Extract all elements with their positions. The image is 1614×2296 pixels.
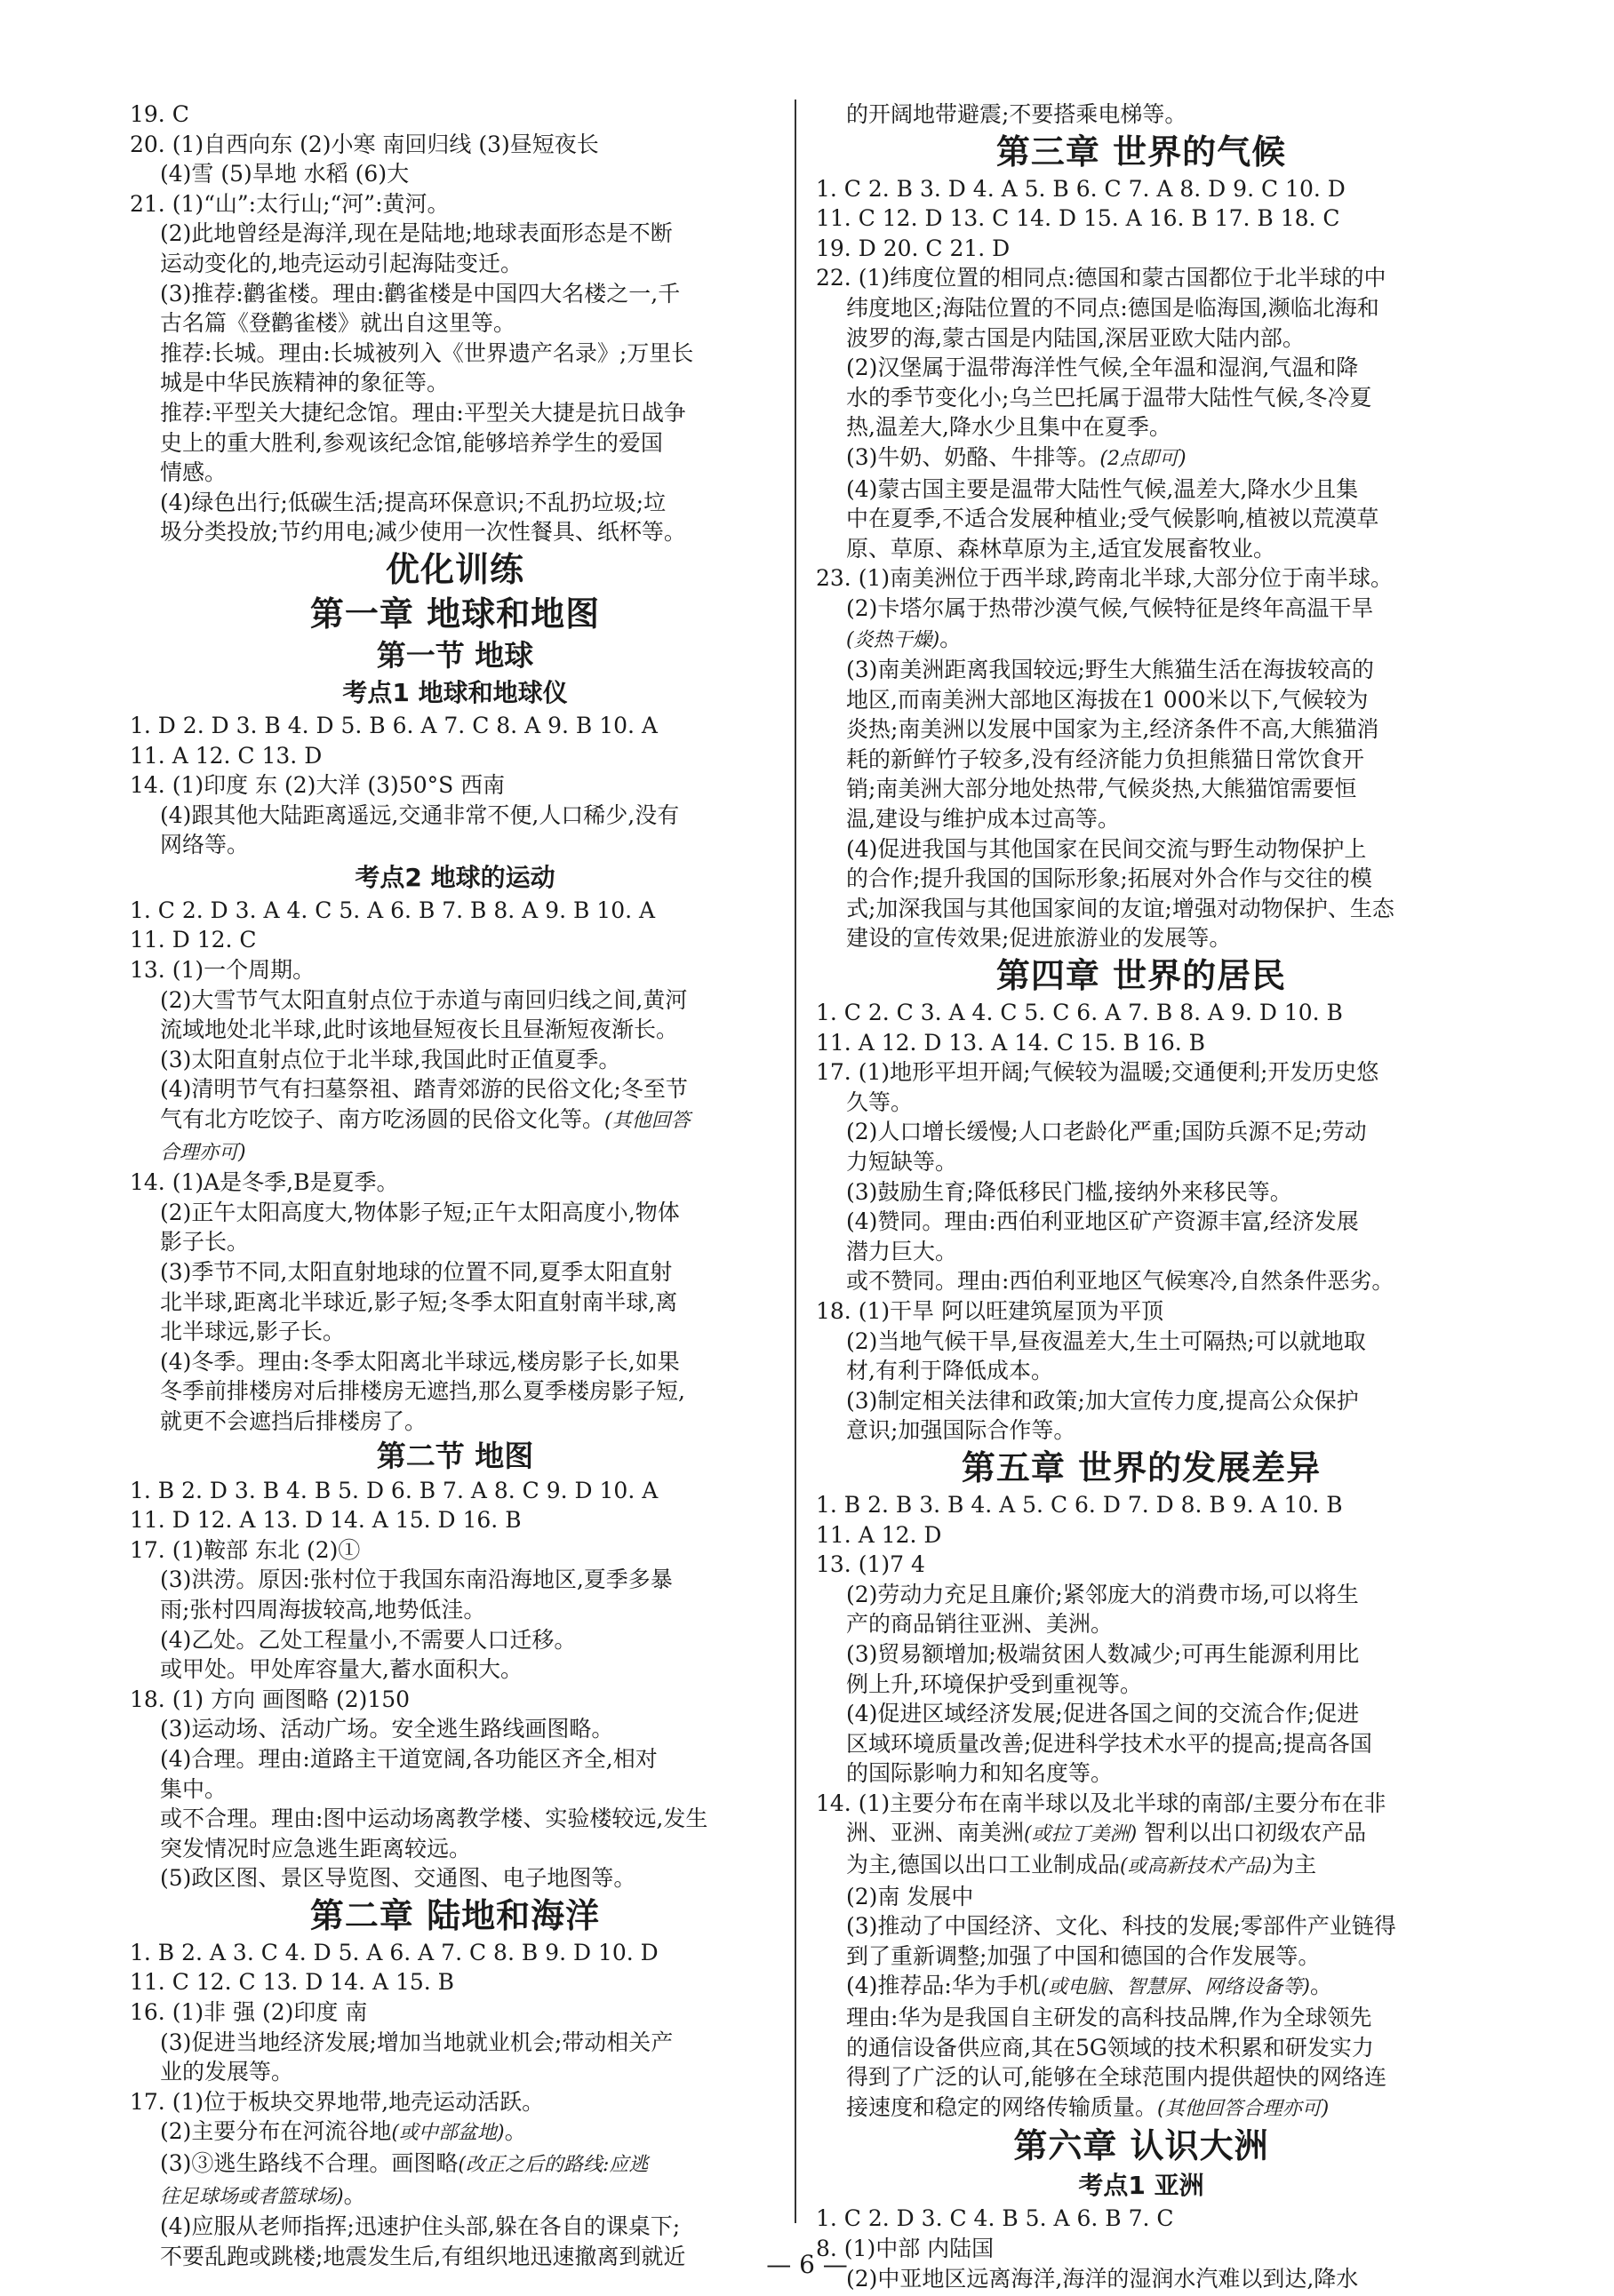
answer-line-continued: [816, 1117, 1466, 1147]
answer-line-continued: [816, 1356, 1466, 1386]
answer-line: [130, 955, 780, 985]
answer-text: 1. B 2. B 3. B 4. A 5. C 6. D 7. D 8. B 9. A 10. B: [816, 1491, 1343, 1518]
answer-line-continued: [130, 279, 780, 309]
answer-line-continued: [130, 2057, 780, 2087]
answer-text: 气有北方吃饺子、南方吃汤圆的民俗文化等。: [160, 1106, 605, 1133]
section-heading: 第二章 陆地和海洋: [309, 1895, 601, 1935]
answer-text: 11. C 12. C 13. D 14. A 15. B: [130, 1969, 455, 1996]
section-heading: 优化训练: [385, 549, 524, 589]
answer-text: 11. C 12. D 13. C 14. D 15. A 16. B 17. B 18. C: [816, 205, 1340, 232]
answer-text: 11. A 12. D: [816, 1521, 942, 1548]
section-heading: 第六章 认识大洲: [1013, 2126, 1269, 2166]
answer-line-continued: [816, 412, 1466, 442]
answer-line-continued: [816, 2033, 1466, 2063]
answer-text: 13. (1)7 4: [816, 1551, 925, 1578]
answer-note: (2点即可): [1099, 447, 1187, 470]
answer-line-continued: [816, 655, 1466, 685]
answer-line: [130, 1938, 780, 1968]
answer-line-continued: [816, 1580, 1466, 1610]
answer-line-continued: [130, 1654, 780, 1685]
answer-text: (2)中亚地区远离海洋,海洋的湿润水汽难以到达,降水: [846, 2265, 1359, 2292]
answer-line-continued: [130, 2028, 780, 2058]
answer-line-continued: [130, 1744, 780, 1774]
answer-line-continued: [816, 2003, 1466, 2033]
answer-text: 或不赞同。理由:西伯利亚地区气候寒冷,自然条件恶劣。: [846, 1268, 1394, 1295]
answer-text: 23. (1)南美洲位于西半球,跨南北半球,大部分位于南半球。: [816, 565, 1394, 592]
answer-text: 17. (1)鞍部 东北 (2)①: [130, 1536, 361, 1563]
answer-line-continued: [816, 383, 1466, 413]
answer-text: 11. A 12. C 13. D: [130, 742, 323, 769]
answer-line-continued: [130, 1774, 780, 1805]
answer-text: 地区,而南美洲大部地区海拔在1 000米以下,气候较为: [846, 686, 1369, 713]
answer-line-continued: [816, 1386, 1466, 1416]
answer-line-continued: [130, 1804, 780, 1834]
answer-text: (3)制定相关法律和政策;加大宣传力度,提高公众保护: [846, 1387, 1359, 1414]
answer-text: 流域地处北半球,此时该地昼短夜长且昼渐短夜渐长。: [160, 1016, 678, 1043]
answer-text: 情感。: [160, 459, 228, 486]
answer-text-tail: 。: [504, 2118, 527, 2145]
answer-line: [130, 925, 780, 955]
answer-text: 集中。: [160, 1775, 228, 1802]
answer-text: 18. (1)干旱 阿以旺建筑屋顶为平顶: [816, 1297, 1164, 1324]
answer-text: 17. (1)地形平坦开阔;气候较为温暖;交通便利;开发历史悠: [816, 1059, 1379, 1086]
answer-line: [816, 174, 1466, 204]
answer-text: (4)推荐品:华为手机: [846, 1973, 1041, 1999]
answer-line-continued: [130, 830, 780, 860]
answer-line-continued: [130, 219, 780, 249]
answer-text: 或甲处。甲处库容量大,蓄水面积大。: [160, 1656, 523, 1683]
answer-text: 例上升,环境保护受到重视等。: [846, 1670, 1142, 1697]
answer-text: 久等。: [846, 1088, 914, 1115]
answer-line-continued: [130, 1863, 780, 1893]
answer-line-continued: [816, 1971, 1466, 2003]
answer-text: (3)季节不同,太阳直射地球的位置不同,夏季太阳直射: [160, 1259, 673, 1285]
answer-line: [816, 1550, 1466, 1580]
answer-text: 冬季前排楼房对后排楼房无遮挡,那么夏季楼房影子短,: [160, 1378, 685, 1405]
answer-text: 的通信设备供应商,其在5G领域的技术积累和研发实力: [846, 2034, 1374, 2061]
answer-text: 材,有利于降低成本。: [846, 1358, 1053, 1384]
answer-text: (2)南 发展中: [846, 1883, 974, 1909]
answer-line-continued: [130, 1376, 780, 1407]
answer-text: 纬度地区;海陆位置的不同点:德国是临海国,濒临北海和: [846, 294, 1379, 321]
answer-text: (4)雪 (5)旱地 水稻 (6)大: [160, 161, 410, 187]
answer-text: 式;加深我国与其他国家间的友谊;增强对动物保护、生态: [846, 895, 1394, 921]
answer-text: 水的季节变化小;乌兰巴托属于温带大陆性气候,冬冷夏: [846, 384, 1372, 411]
subsection-heading: 第二节 地图: [376, 1438, 534, 1473]
answer-text: 8. (1)中部 内陆国: [816, 2236, 995, 2261]
answer-text: 影子长。: [160, 1229, 250, 1256]
answer-note: (或电脑、智慧屏、网络设备等): [1040, 1976, 1311, 1999]
answer-line-continued: [816, 1415, 1466, 1446]
answer-note: 合理亦可): [160, 1141, 246, 1164]
answer-text: 16. (1)非 强 (2)印度 南: [130, 1999, 368, 2026]
answer-line-continued: [816, 1941, 1466, 1972]
answer-line: [816, 2204, 1466, 2234]
answer-text: 1. B 2. A 3. C 4. D 5. A 6. A 7. C 8. B 9. D 10. D: [130, 1939, 659, 1965]
answer-line: [130, 2087, 780, 2117]
answer-line: [816, 563, 1466, 594]
answer-text-tail: 。: [1310, 1973, 1333, 1999]
answer-line-continued: [816, 1818, 1466, 1850]
answer-text: 推荐:平型关大捷纪念馆。理由:平型关大捷是抗日战争: [160, 399, 686, 426]
answer-text: 的国际影响力和知名度等。: [846, 1760, 1114, 1787]
answer-text: 圾分类投放;节约用电;减少使用一次性餐具、纸杯等。: [160, 519, 686, 546]
answer-line-continued: [130, 1565, 780, 1595]
answer-text: 网络等。: [160, 832, 250, 858]
answer-line: [130, 1505, 780, 1535]
answer-line-continued: [130, 339, 780, 369]
answer-line: [816, 263, 1466, 293]
answer-text: (2)大雪节气太阳直射点位于赤道与南回归线之间,黄河: [160, 986, 688, 1013]
answer-line-continued: [816, 1850, 1466, 1882]
answer-line: [816, 1490, 1466, 1520]
answer-text: (4)蒙古国主要是温带大陆性气候,温差大,降水少且集: [846, 475, 1359, 502]
answer-text: 到了重新调整;加强了中国和德国的合作发展等。: [846, 1942, 1321, 1969]
answer-line-continued: [816, 745, 1466, 775]
answer-text: 13. (1)一个周期。: [130, 957, 316, 984]
answer-text: (4)跟其他大陆距离遥远,交通非常不便,人口稀少,没有: [160, 801, 680, 828]
answer-line: [816, 234, 1466, 264]
answer-text: (3)推动了中国经济、文化、科技的发展;零部件产业链得: [846, 1913, 1396, 1940]
topic-heading: 考点1 亚洲: [1078, 2171, 1204, 2201]
answer-line: [816, 1028, 1466, 1058]
answer-text: 热,温差大,降水少且集中在夏季。: [846, 414, 1171, 441]
answer-line-continued: [816, 474, 1466, 505]
answer-line: [130, 1967, 780, 1997]
topic-heading: 考点2 地球的运动: [355, 862, 555, 892]
answer-text: 洲、亚洲、南美洲: [846, 1820, 1025, 1846]
answer-line: [130, 1685, 780, 1715]
answer-text: 原、草原、森林草原为主,适宜发展畜牧业。: [846, 535, 1275, 562]
answer-line: [130, 1168, 780, 1198]
answer-line-continued: [816, 1699, 1466, 1729]
answer-text: 区域环境质量改善;促进科学技术水平的提高;提高各国: [846, 1730, 1372, 1757]
answer-line-continued: [130, 2149, 780, 2180]
answer-line-continued: [816, 594, 1466, 624]
answer-text: 业的发展等。: [160, 2059, 294, 2085]
answer-line-continued: [816, 323, 1466, 354]
answer-line-continued: [816, 293, 1466, 323]
answer-text: (2)劳动力充足且廉价;紧邻庞大的消费市场,可以将生: [846, 1581, 1359, 1607]
answer-line-continued: [130, 1074, 780, 1104]
answer-text: 14. (1)印度 东 (2)大洋 (3)50°S 西南: [130, 772, 506, 799]
answer-line-continued: [130, 1288, 780, 1318]
section-heading: 第三章 世界的气候: [995, 132, 1287, 171]
answer-line-continued: [130, 985, 780, 1016]
answer-text: 北半球,距离北半球近,影子短;冬季太阳直射南半球,离: [160, 1288, 678, 1315]
answer-text: 中在夏季,不适合发展种植业;受气候影响,植被以荒漠草: [846, 506, 1379, 532]
answer-text: 1. C 2. C 3. A 4. C 5. C 6. A 7. B 8. A 9. D 10. B: [816, 1000, 1343, 1026]
answer-note: (炎热干燥): [846, 628, 940, 651]
answer-line-continued: [130, 2117, 780, 2149]
answer-line-continued: [816, 804, 1466, 834]
answer-line-continued: [816, 1266, 1466, 1296]
answer-line-continued: [816, 1758, 1466, 1789]
answer-text: 城是中华民族精神的象征等。: [160, 370, 450, 396]
answer-text-tail: 为主: [1272, 1852, 1317, 1878]
answer-line-continued: [130, 1104, 780, 1136]
answer-line-continued: [130, 488, 780, 518]
answer-text-tail: 智利以出口初级农产品: [1137, 1820, 1367, 1846]
answer-text: 突发情况时应急逃生距离较远。: [160, 1835, 472, 1862]
answer-text: 接速度和稳定的网络传输质量。: [846, 2093, 1158, 2120]
answer-line-continued: [130, 1136, 780, 1168]
answer-text: 建设的宣传效果;促进旅游业的发展等。: [846, 925, 1232, 952]
answer-line-continued: [816, 864, 1466, 894]
answer-text: (3)洪涝。原因:张村位于我国东南沿海地区,夏季多暴: [160, 1567, 673, 1593]
answer-line-continued: [130, 1347, 780, 1377]
answer-text: 1. D 2. D 3. B 4. D 5. B 6. A 7. C 8. A 9. B 10. A: [130, 712, 658, 738]
answer-line-continued: [130, 458, 780, 488]
answer-line: [130, 1535, 780, 1566]
answer-line-continued: [130, 249, 780, 279]
answer-text: (4)清明节气有扫墓祭祖、踏青郊游的民俗文化;冬至节: [160, 1076, 688, 1103]
answer-line-continued: [130, 1625, 780, 1655]
answer-text: (3)推荐:鹳雀楼。理由:鹳雀楼是中国四大名楼之一,千: [160, 280, 681, 307]
answer-line-continued: [816, 534, 1466, 564]
answer-line-continued: [130, 1045, 780, 1075]
answer-text: (3)太阳直射点位于北半球,我国此时正值夏季。: [160, 1046, 621, 1072]
answer-line-continued: [816, 353, 1466, 383]
answer-line-continued: [130, 1317, 780, 1347]
answer-line-continued: [130, 368, 780, 398]
answer-line-continued: [816, 774, 1466, 804]
answer-line-continued: [130, 1227, 780, 1257]
answer-line-continued: [130, 1595, 780, 1625]
column-divider: [795, 100, 796, 2223]
answer-text: (2)此地曾经是海洋,现在是陆地;地球表面形态是不断: [160, 220, 673, 247]
answer-text: 产的商品销往亚洲、美洲。: [846, 1611, 1114, 1638]
answer-text: 11. D 12. A 13. D 14. A 15. D 16. B: [130, 1507, 522, 1534]
answer-line-continued: [130, 517, 780, 547]
answer-line-continued: [816, 442, 1466, 474]
answer-note: 往足球场或者篮球场): [160, 2185, 344, 2208]
answer-line-continued: [130, 428, 780, 458]
answer-line-continued: [816, 1670, 1466, 1700]
answer-line-continued: [816, 685, 1466, 715]
answer-line-continued: [816, 1882, 1466, 1912]
answer-text: 21. (1)“山”:太行山;“河”:黄河。: [130, 190, 450, 217]
answer-text: 的开阔地带避震;不要搭乘电梯等。: [846, 101, 1187, 127]
answer-line-continued: [816, 2093, 1466, 2125]
answer-text: 的合作;提升我国的国际形象;拓展对外合作与交往的模: [846, 865, 1372, 892]
answer-note: (或高新技术产品): [1119, 1855, 1273, 1878]
answer-line-continued: [816, 834, 1466, 865]
answer-note: (或拉丁美洲): [1024, 1823, 1138, 1846]
answer-text: 19. C: [130, 101, 189, 127]
answer-text: 意识;加强国际合作等。: [846, 1417, 1076, 1444]
answer-line-continued: [816, 1327, 1466, 1357]
answer-text: 潜力巨大。: [846, 1238, 958, 1264]
answer-text: 1. C 2. D 3. A 4. C 5. A 6. B 7. B 8. A 9. B 10. A: [130, 897, 656, 923]
answer-line: [130, 100, 780, 130]
answer-text: (2)人口增长缓慢;人口老龄化严重;国防兵源不足;劳动: [846, 1119, 1367, 1145]
answer-text: (2)汉堡属于温带海洋性气候,全年温和湿润,气温和降: [846, 355, 1359, 381]
answer-line-continued: [816, 1729, 1466, 1759]
answer-text: (4)促进区域经济发展;促进各国之间的交流合作;促进: [846, 1701, 1360, 1727]
answer-text: (2)当地气候干旱,昼夜温差大,生土可隔热;可以就地取: [846, 1327, 1366, 1354]
answer-text: (4)赞同。理由:西伯利亚地区矿产资源丰富,经济发展: [846, 1208, 1359, 1235]
answer-line-continued: [816, 1177, 1466, 1208]
answer-line-continued: [130, 308, 780, 339]
answer-text: 耗的新鲜竹子较多,没有经济能力负担熊猫日常饮食开: [846, 745, 1364, 772]
answer-note: (或中部盆地): [391, 2122, 505, 2145]
answer-line: [130, 189, 780, 219]
answer-text: 或不合理。理由:图中运动场离教学楼、实验楼较远,发生: [160, 1806, 708, 1832]
page-number: — 6 —: [766, 2250, 848, 2279]
answer-line: [816, 1789, 1466, 1819]
answer-line-continued: [816, 923, 1466, 953]
answer-line-continued: [130, 159, 780, 189]
answer-text: (4)乙处。乙处工程量小,不需要人口迁移。: [160, 1626, 577, 1653]
answer-text: (3)南美洲距离我国较远;野生大熊猫生活在海拔较高的: [846, 657, 1374, 683]
answer-text: (4)冬季。理由:冬季太阳离北半球远,楼房影子长,如果: [160, 1348, 680, 1375]
answer-line: [130, 770, 780, 801]
answer-line-continued: [130, 398, 780, 428]
answer-text: 22. (1)纬度位置的相同点:德国和蒙古国都位于北半球的中: [816, 265, 1386, 291]
answer-text: 得到了广泛的认可,能够在全球范围内提供超快的网络连: [846, 2064, 1386, 2091]
answer-text: (2)主要分布在河流谷地: [160, 2118, 392, 2145]
answer-note: (改正之后的路线:应逃: [458, 2154, 649, 2177]
answer-text: 不要乱跑或跳楼;地震发生后,有组织地迅速撤离到就近: [160, 2243, 686, 2269]
answer-text: 20. (1)自西向东 (2)小寒 南回归线 (3)昼短夜长: [130, 131, 599, 157]
answer-text: (5)政区图、景区导览图、交通图、电子地图等。: [160, 1865, 636, 1892]
answer-text-tail: 。: [343, 2181, 366, 2208]
answer-text: 北半球远,影子长。: [160, 1319, 345, 1345]
answer-line-continued: [130, 1257, 780, 1288]
answer-line: [816, 1057, 1466, 1088]
answer-text: 古名篇《登鹳雀楼》就出自这里等。: [160, 310, 516, 337]
answer-line-continued: [816, 624, 1466, 656]
answer-line-continued: [816, 2062, 1466, 2093]
answer-text: (3)③逃生路线不合理。画图略: [160, 2150, 459, 2177]
answer-line-continued: [816, 1207, 1466, 1237]
answer-line-continued: [816, 1911, 1466, 1941]
answer-text: (4)应服从老师指挥;迅速护住头部,躲在各自的课桌下;: [160, 2213, 681, 2240]
answer-text: 炎热;南美洲以发展中国家为主,经济条件不高,大熊猫消: [846, 716, 1379, 743]
answer-text: (4)绿色出行;低碳生活;提高环保意识;不乱扔垃圾;垃: [160, 489, 667, 515]
answer-text: (3)牛奶、奶酪、牛排等。: [846, 443, 1100, 470]
answer-text: 1. B 2. D 3. B 4. B 5. D 6. B 7. A 8. C 9. D 10. A: [130, 1477, 659, 1503]
answer-text: 运动变化的,地壳运动引起海陆变迁。: [160, 250, 523, 276]
answer-line-continued: [130, 1714, 780, 1744]
answer-line-continued: [816, 504, 1466, 534]
answer-text: 温,建设与维护成本过高等。: [846, 806, 1120, 833]
section-heading: 第五章 世界的发展差异: [961, 1447, 1322, 1487]
answer-text: 18. (1) 方向 画图略 (2)150: [130, 1686, 411, 1712]
answer-line-continued: [816, 1639, 1466, 1670]
answer-line: [816, 203, 1466, 234]
answer-line: [130, 711, 780, 741]
answer-line-continued: [130, 801, 780, 831]
answer-line-continued: [816, 1237, 1466, 1267]
answer-note: (其他回答合理亦可): [1157, 2097, 1330, 2120]
answer-line: [816, 1520, 1466, 1551]
answer-line: [816, 998, 1466, 1028]
answer-line: [130, 741, 780, 771]
answer-text: 就更不会遮挡后排楼房了。: [160, 1407, 427, 1434]
answer-text-tail: 。: [939, 625, 963, 651]
answer-text: 销;南美洲大部分地处热带,气候炎热,大熊猫馆需要恒: [846, 776, 1357, 802]
answer-line-continued: [816, 894, 1466, 924]
section-heading: 第四章 世界的居民: [995, 956, 1287, 996]
answer-text: 推荐:长城。理由:长城被列入《世界遗产名录》;万里长: [160, 339, 694, 366]
answer-text: 史上的重大胜利,参观该纪念馆,能够培养学生的爱国: [160, 429, 663, 456]
topic-heading: 考点1 地球和地球仪: [342, 677, 568, 707]
answer-text: 波罗的海,蒙古国是内陆国,深居亚欧大陆内部。: [846, 324, 1305, 351]
answer-line: [130, 130, 780, 160]
answer-text: (2)卡塔尔属于热带沙漠气候,气候特征是终年高温干旱: [846, 594, 1374, 621]
answer-note: (其他回答: [604, 1110, 691, 1133]
answer-text: 雨;张村四周海拔较高,地势低洼。: [160, 1596, 486, 1622]
answer-text: 19. D 20. C 21. D: [816, 235, 1011, 261]
subsection-heading: 第一节 地球: [376, 637, 534, 673]
answer-text: 11. D 12. C: [130, 927, 257, 953]
answer-text: 1. C 2. D 3. C 4. B 5. A 6. B 7. C: [816, 2205, 1174, 2232]
answer-line: [816, 1296, 1466, 1327]
answer-text: (4)促进我国与其他国家在民间交流与野生动物保护上: [846, 835, 1367, 862]
answer-line-continued: [130, 1015, 780, 1045]
right-column: [816, 100, 1466, 2293]
answer-text: (3)促进当地经济发展;增加当地就业机会;带动相关产: [160, 2029, 674, 2055]
answer-line-continued: [816, 1147, 1466, 1177]
answer-line: [130, 1476, 780, 1506]
answer-text: (3)贸易额增加;极端贫困人数减少;可再生能源利用比: [846, 1640, 1360, 1667]
answer-line-continued: [816, 1609, 1466, 1639]
answer-line-continued: [130, 2180, 780, 2212]
answer-line-continued: [130, 1834, 780, 1864]
answer-text: 11. A 12. D 13. A 14. C 15. B 16. B: [816, 1029, 1205, 1056]
answer-text: 17. (1)位于板块交界地带,地壳运动活跃。: [130, 2088, 545, 2115]
answer-line-continued: [816, 1088, 1466, 1118]
answer-text: 力短缺等。: [846, 1149, 958, 1175]
answer-text: (4)合理。理由:道路主干道宽阔,各功能区齐全,相对: [160, 1745, 658, 1772]
answer-line-continued: [816, 714, 1466, 745]
answer-text: (3)运动场、活动广场。安全逃生路线画图略。: [160, 1716, 614, 1742]
section-heading: 第一章 地球和地图: [309, 594, 601, 634]
answer-line-continued: [130, 2212, 780, 2242]
answer-text: (2)正午太阳高度大,物体影子短;正午太阳高度小,物体: [160, 1199, 680, 1225]
answer-line: [130, 896, 780, 926]
answer-text: (3)鼓励生育;降低移民门槛,接纳外来移民等。: [846, 1178, 1292, 1205]
left-column: [130, 100, 780, 2271]
answer-text: 理由:华为是我国自主研发的高科技品牌,作为全球领先: [846, 2005, 1372, 2031]
answer-text: 14. (1)主要分布在南半球以及北半球的南部/主要分布在非: [816, 1790, 1386, 1816]
answer-line: [130, 1997, 780, 2028]
answer-text: 14. (1)A是冬季,B是夏季。: [130, 1169, 399, 1196]
answer-text: 1. C 2. B 3. D 4. A 5. B 6. C 7. A 8. D 9. C 10. D: [816, 175, 1346, 202]
answer-text: 为主,德国以出口工业制成品: [846, 1852, 1120, 1878]
answer-line-continued: [816, 100, 1466, 130]
answer-line-continued: [130, 1407, 780, 1437]
answer-line-continued: [130, 1198, 780, 1228]
